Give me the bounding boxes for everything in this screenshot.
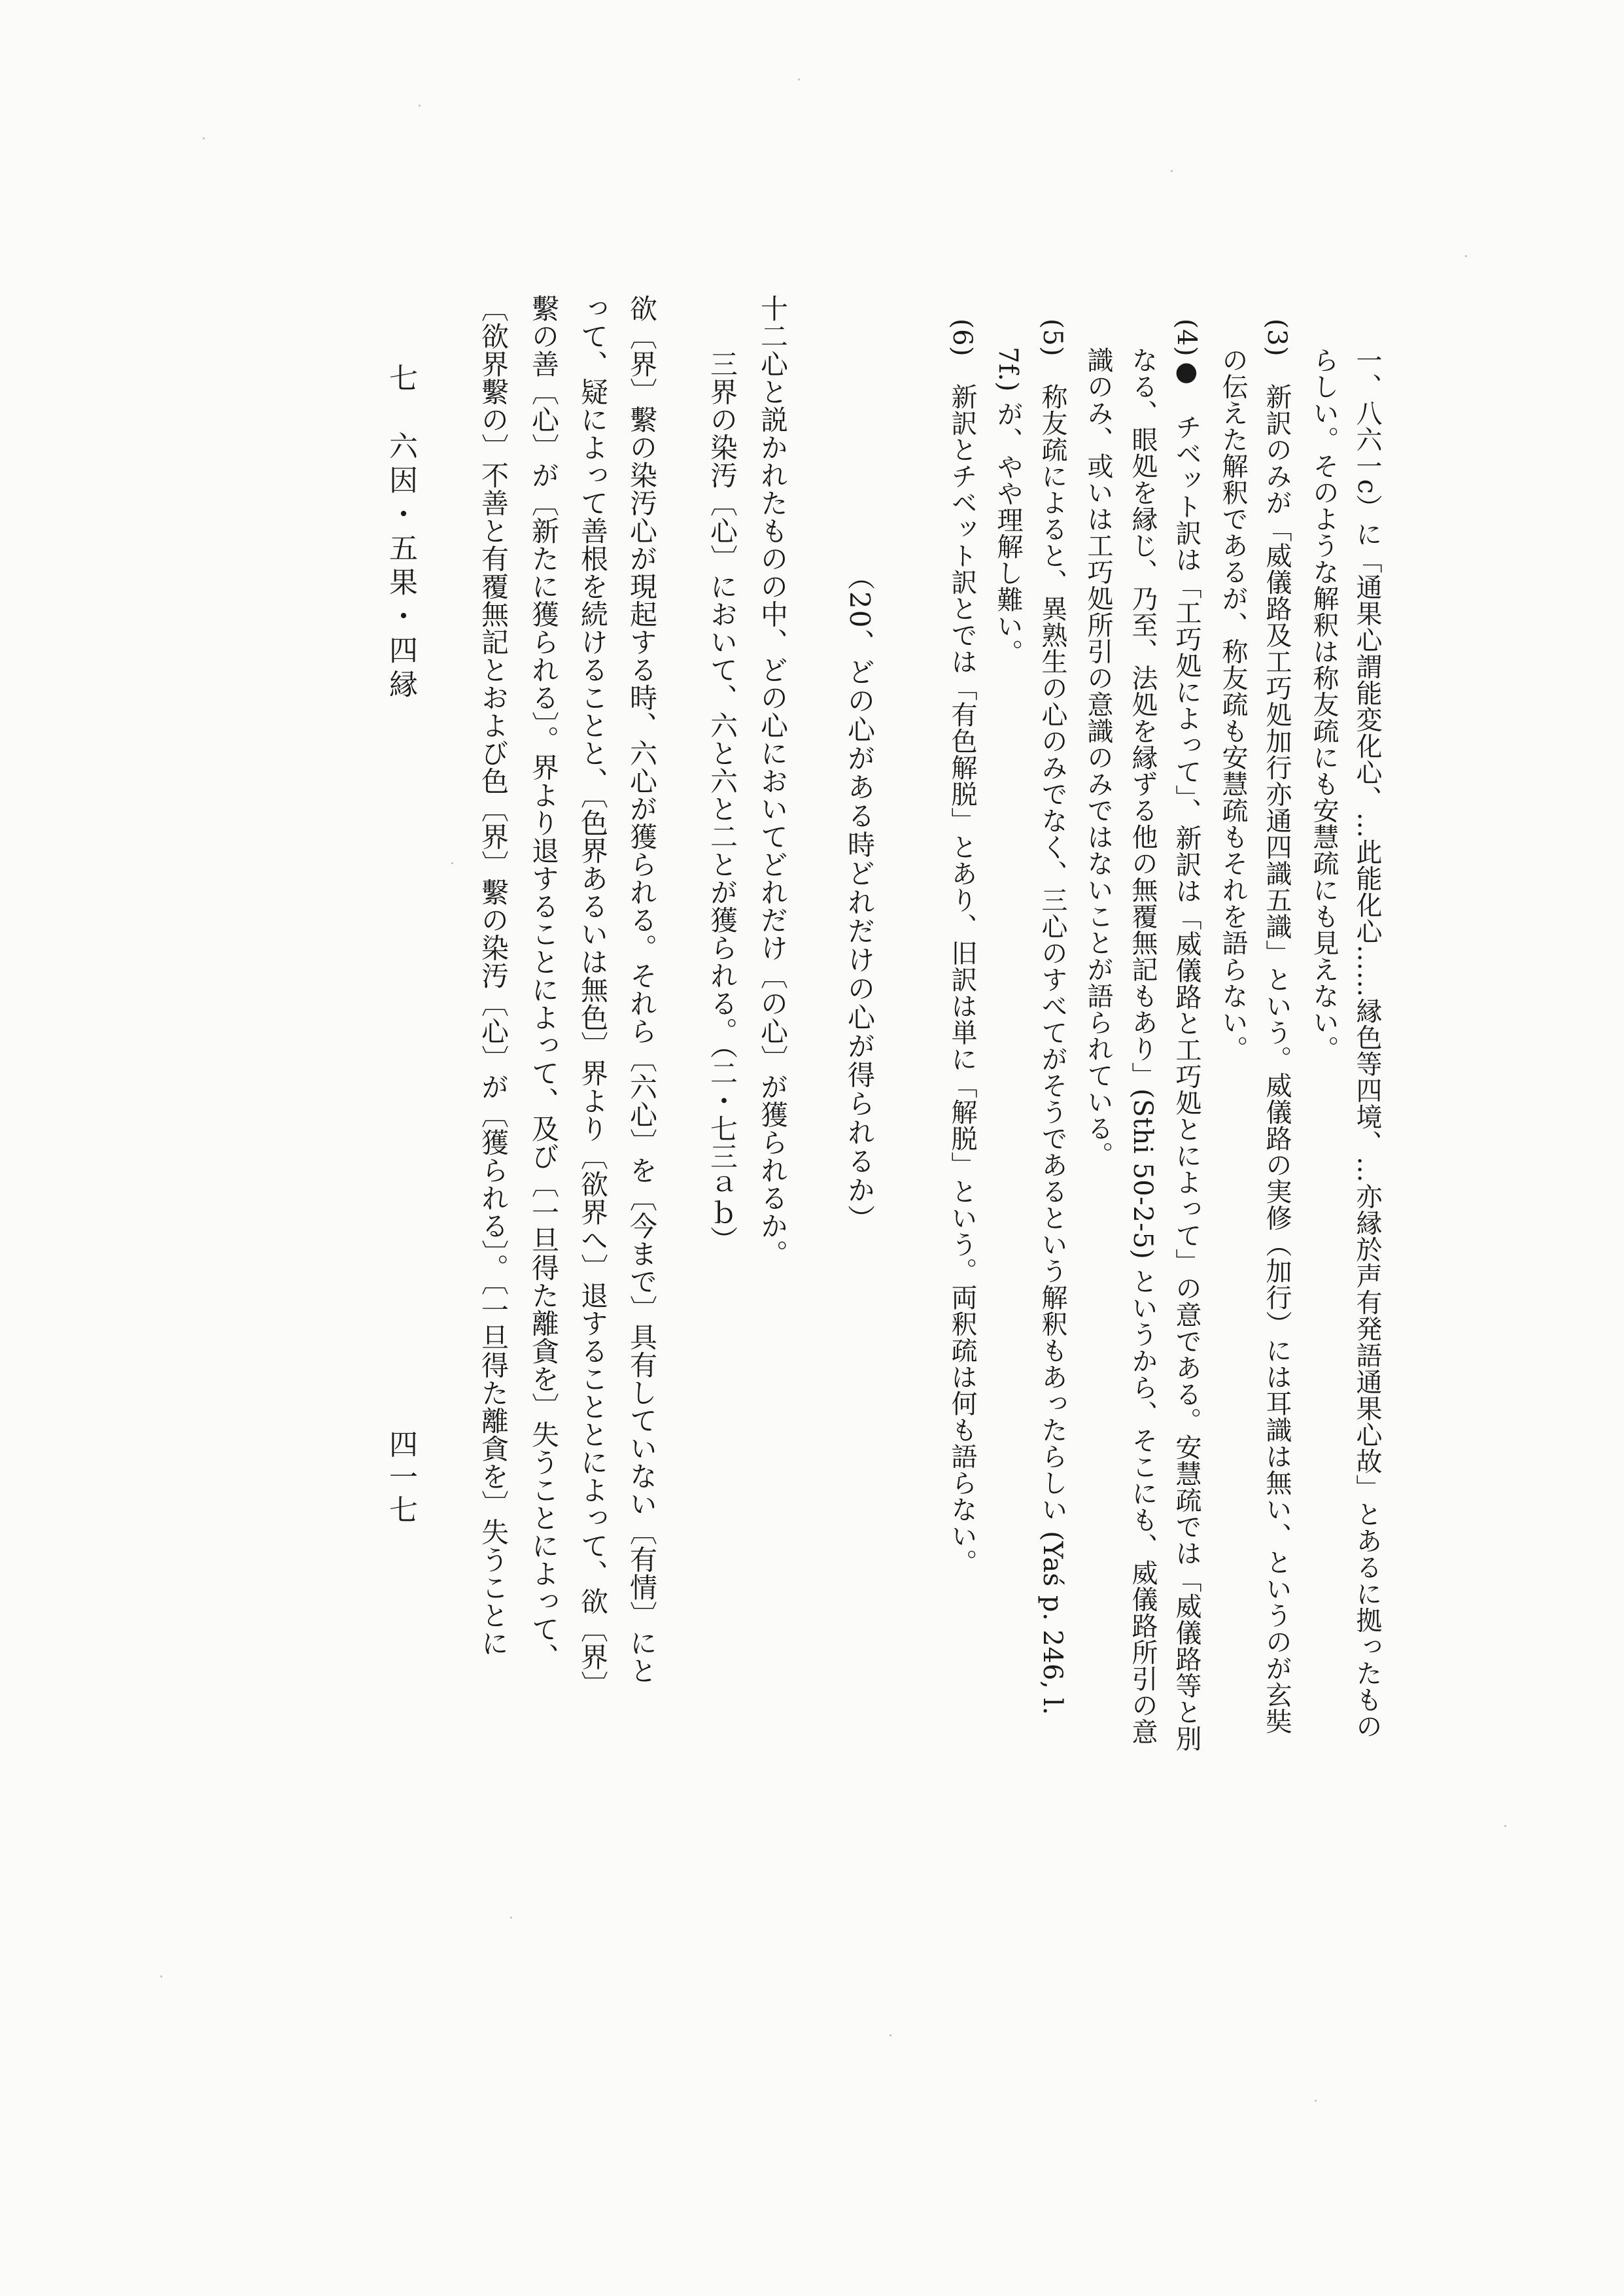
- scan-speck: [1315, 2100, 1317, 2102]
- scan-speck: [203, 137, 205, 139]
- footnote-line: (3) 新訳のみが「威儀路及工巧処加行亦通四識五識」という。威儀路の実修（加行）には耳識は無い、というのが玄奘: [1262, 319, 1292, 1735]
- scan-speck: [451, 862, 453, 864]
- scan-speck: [1465, 255, 1467, 257]
- footnote-line: 7f.) が、やや理解し難い。: [993, 347, 1023, 666]
- footnote-line: (4)● チベット訳は「工巧処によって」、新訳は「威儀路と工巧処とによって」の意である。安慧疏では「威儀路等と別: [1171, 319, 1201, 1752]
- page-number: 四一七: [384, 1429, 417, 1527]
- footnote-line: なる、眼処を縁じ、乃至、法処を縁ずる他の無覆無記もあり」(Sthi 50-2-5) というから、そこにも、威儀路所引の意: [1128, 347, 1158, 1745]
- section-heading: （20、どの心がある時どれだけの心が得られるか）: [844, 563, 876, 1234]
- footnote-line: (5) 称友疏によると、異熟生の心のみでなく、三心のすべてがそうであるという解釈もあったらしい (Yaś p. 246, l.: [1037, 319, 1067, 1716]
- scan-speck: [419, 105, 421, 107]
- body-line: って、疑によって善根を続けることと、〔色界あるいは無色〕界より〔欲界へ〕退することとによって、欲〔界〕: [577, 294, 609, 1699]
- body-line: 欲〔界〕繫の染汚心が現起する時、六心が獲られる。それら〔六心〕を〔今まで〕具有していない〔有情〕にと: [626, 294, 658, 1684]
- scan-speck: [1171, 170, 1173, 172]
- verse-line: 十二心と説かれたものの中、どの心においてどれだけ〔の心〕が獲られるか。: [757, 294, 789, 1268]
- body-line: 〔欲界繫の〕不善と有覆無記とおよび色〔界〕繫の染汚〔心〕が〔獲られる〕。〔一旦得た離貪を〕失うことに: [477, 294, 510, 1657]
- scan-speck: [890, 2034, 891, 2036]
- footnote-line: (6) 新訳とチベット訳とでは「有色解脱」とあり、旧訳は単に「解脱」という。両釈疏は何も語らない。: [947, 319, 977, 1576]
- verse-line: 三界の染汚〔心〕において、六と六と二とが獲られる。（二・七三ａｂ）: [706, 350, 738, 1254]
- chapter-footer: 七 六因・五果・四縁: [384, 363, 417, 703]
- scan-speck: [1504, 1825, 1506, 1827]
- footnote-line: らしい。そのような解釈は称友疏にも安慧疏にも見えない。: [1309, 347, 1339, 1062]
- scan-speck: [160, 1975, 162, 1977]
- footnote-line: 識のみ、或いは工巧処所引の意識のみではないことが語られている。: [1083, 347, 1113, 1168]
- footnote-line: の伝えた解釈であるが、称友疏も安慧疏もそれを語らない。: [1218, 347, 1248, 1062]
- body-line: 繫の善〔心〕が〔新たに獲られる〕。界より退することによって、及び〔一旦得た離貪を〕失うことによって、: [528, 294, 560, 1671]
- footnote-line: 一、八六一c）に「通果心謂能変化心、…此能化心……縁色等四境、…亦縁於声有発語通果心故」とあるに拠ったもの: [1352, 347, 1382, 1739]
- scan-speck: [798, 78, 800, 80]
- scan-speck: [510, 1917, 512, 1919]
